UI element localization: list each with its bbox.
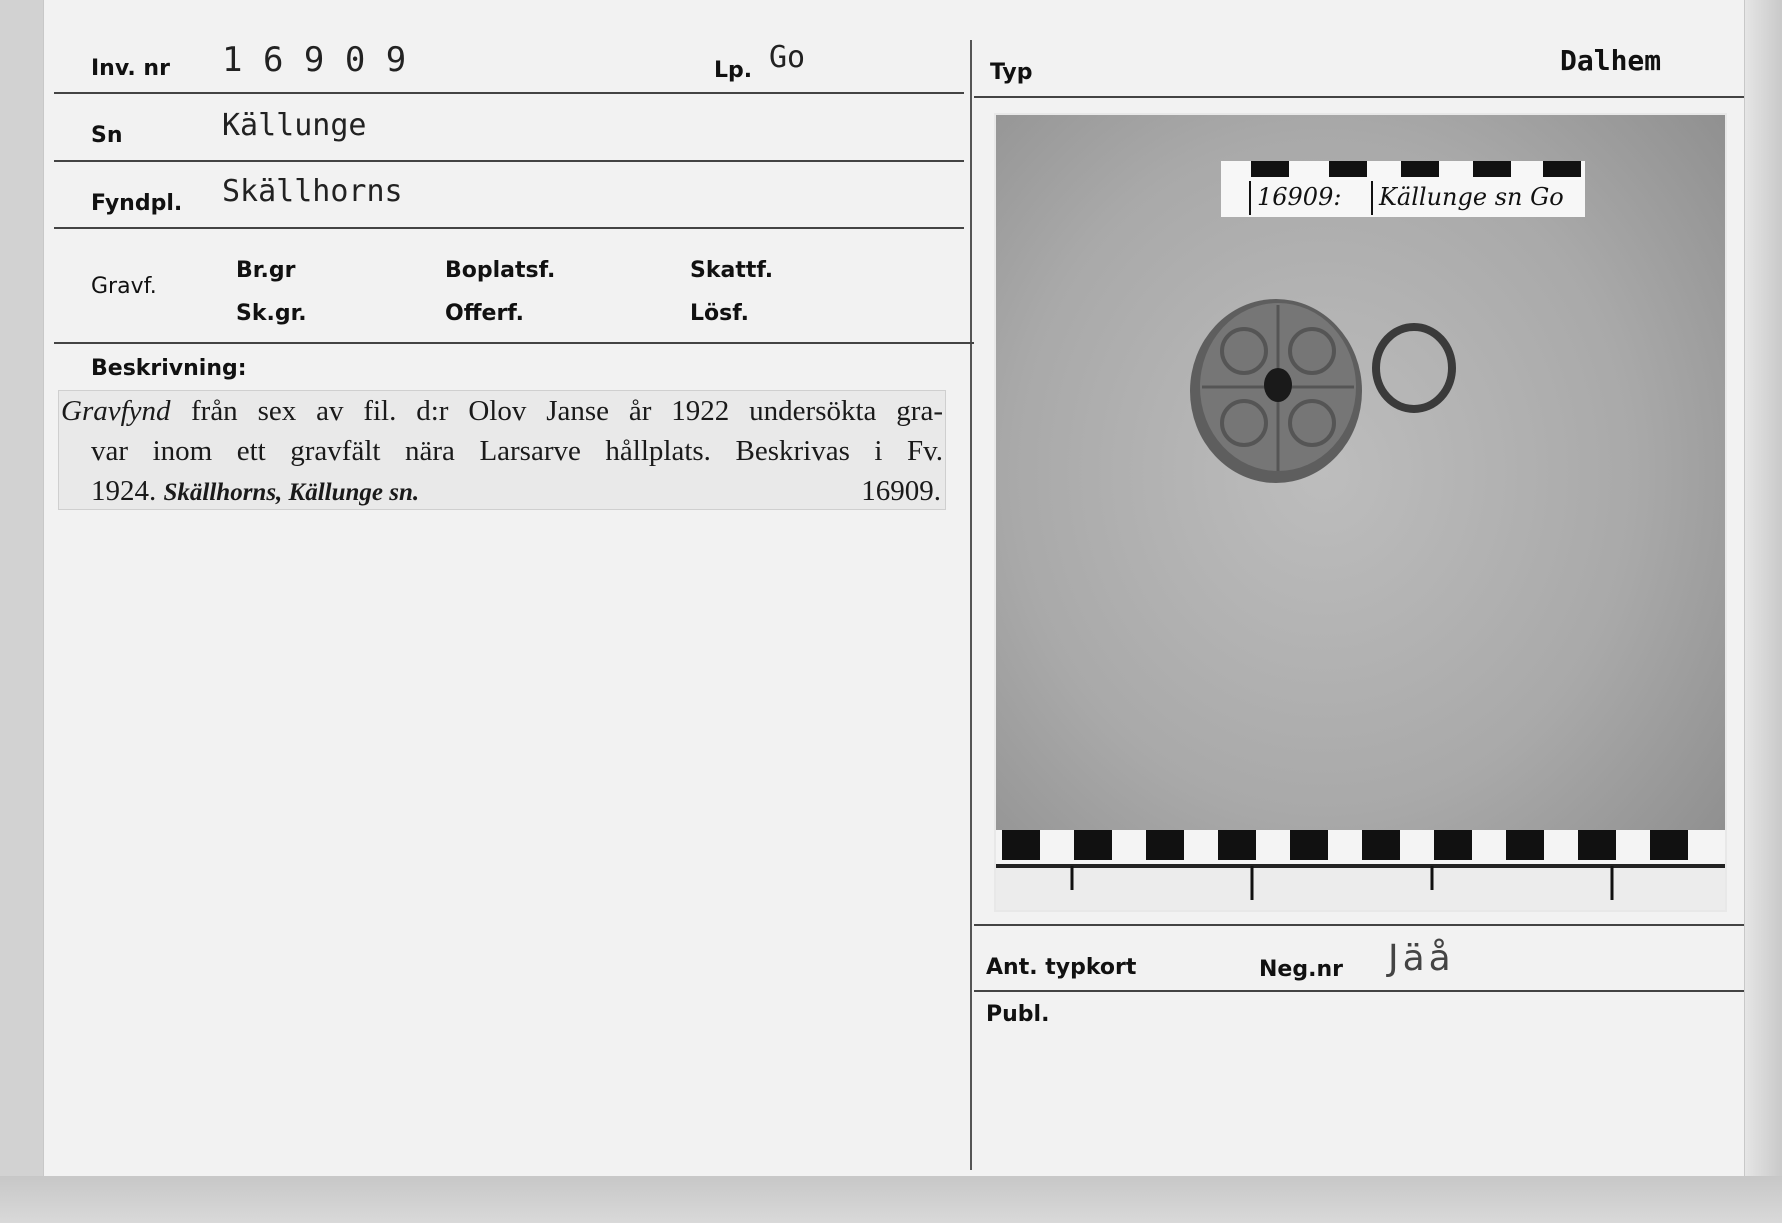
scan-edge-bottom bbox=[0, 1176, 1782, 1223]
description-text: 1924. bbox=[91, 475, 164, 507]
gravf-label: Gravf. bbox=[91, 274, 157, 299]
lp-value: Go bbox=[769, 40, 806, 75]
losf-label: Lösf. bbox=[690, 301, 749, 326]
description-number: 16909. bbox=[861, 475, 941, 507]
photo-ruler bbox=[996, 866, 1725, 910]
photo-label-number: 16909: bbox=[1257, 183, 1342, 211]
rule bbox=[54, 160, 964, 162]
inv-nr-label: Inv. nr bbox=[91, 56, 170, 81]
rule bbox=[974, 924, 1744, 926]
inv-nr-value: 1 6 9 0 9 bbox=[222, 40, 407, 80]
offerf-label: Offerf. bbox=[445, 301, 525, 326]
ant-typkort-label: Ant. typkort bbox=[986, 955, 1137, 980]
description-findspot: Skällhorns, Källunge sn. bbox=[163, 479, 420, 506]
photo-bottom-scale bbox=[996, 830, 1725, 866]
skattf-label: Skattf. bbox=[690, 258, 774, 283]
fyndpl-label: Fyndpl. bbox=[91, 191, 183, 216]
rule bbox=[54, 227, 964, 229]
artifact-photo bbox=[996, 115, 1725, 910]
description-line bbox=[91, 475, 943, 508]
fyndpl-value: Skällhorns bbox=[222, 174, 403, 209]
scan-edge bbox=[1744, 0, 1782, 1223]
ring bbox=[1376, 327, 1452, 409]
description-line bbox=[61, 395, 943, 428]
skgr-label: Sk.gr. bbox=[236, 301, 307, 326]
rule bbox=[974, 990, 1744, 992]
publ-label: Publ. bbox=[986, 1002, 1050, 1027]
column-divider bbox=[970, 40, 972, 1170]
negnr-label: Neg.nr bbox=[1259, 957, 1343, 982]
typ-value: Dalhem bbox=[1560, 44, 1662, 77]
rule bbox=[54, 92, 964, 94]
artifact-objects bbox=[996, 115, 1725, 910]
boplatsf-label: Boplatsf. bbox=[445, 258, 556, 283]
description-label: Beskrivning: bbox=[91, 356, 247, 381]
sn-label: Sn bbox=[91, 123, 123, 148]
description-text: från sex av fil. d:r Olov Janse år 1922 undersökta gra- bbox=[191, 395, 943, 427]
rule bbox=[54, 342, 974, 344]
description-emphasis: Gravfynd bbox=[61, 395, 171, 427]
brgr-label: Br.gr bbox=[236, 258, 296, 283]
lp-label: Lp. bbox=[714, 58, 753, 83]
photo-label-place: Källunge sn Go bbox=[1379, 183, 1564, 211]
typ-label: Typ bbox=[990, 60, 1033, 85]
sn-value: Källunge bbox=[222, 108, 367, 143]
description-line: var inom ett gravfält nära Larsarve hållplats. Beskrivas i Fv. bbox=[91, 435, 943, 467]
negnr-value: Jäå bbox=[1388, 938, 1455, 979]
rule bbox=[974, 96, 1744, 98]
description-clipping bbox=[58, 390, 946, 510]
